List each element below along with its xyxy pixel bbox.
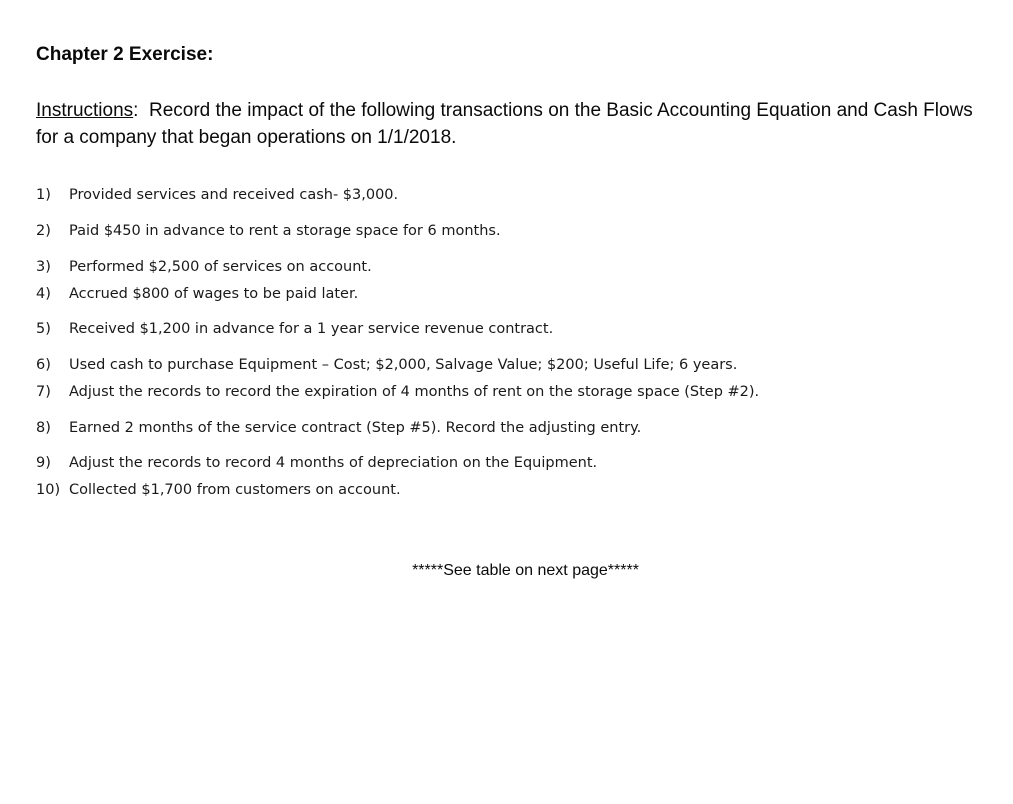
transaction-number: 10) — [36, 482, 61, 498]
transaction-text: Adjust the records to record the expiration of 4 months of rent on the storage space (Step #2). — [69, 384, 760, 400]
page-title: Chapter 2 Exercise: — [36, 44, 214, 65]
transaction-number: 4) — [36, 286, 51, 302]
instructions-text: Record the impact of the following transactions on the Basic Accounting Equation and Cash Flows for a company that began operations on 1/1/2018. — [36, 100, 973, 148]
instructions-paragraph — [36, 97, 986, 151]
transaction-number: 1) — [36, 187, 51, 203]
transaction-text: Received $1,200 in advance for a 1 year service revenue contract. — [69, 321, 554, 337]
transaction-text: Adjust the records to record 4 months of depreciation on the Equipment. — [69, 455, 598, 471]
instructions-colon: : — [133, 100, 139, 121]
see-table-note: *****See table on next page***** — [412, 562, 639, 579]
transaction-text: Provided services and received cash- $3,000. — [69, 187, 399, 203]
transaction-text: Used cash to purchase Equipment – Cost; $2,000, Salvage Value; $200; Useful Life; 6 years. — [69, 357, 738, 373]
transaction-text: Earned 2 months of the service contract (Step #5). Record the adjusting entry. — [69, 420, 642, 436]
transaction-number: 6) — [36, 357, 51, 373]
transaction-text: Collected $1,700 from customers on account. — [69, 482, 401, 498]
transaction-number: 5) — [36, 321, 51, 337]
transaction-text: Performed $2,500 of services on account. — [69, 259, 372, 275]
transaction-number: 2) — [36, 223, 51, 239]
instructions-label: Instructions — [36, 100, 134, 121]
transaction-text: Paid $450 in advance to rent a storage space for 6 months. — [69, 223, 501, 239]
transaction-number: 3) — [36, 259, 51, 275]
transaction-number: 9) — [36, 455, 51, 471]
transaction-number: 7) — [36, 384, 51, 400]
transaction-text: Accrued $800 of wages to be paid later. — [69, 286, 359, 302]
transaction-number: 8) — [36, 420, 51, 436]
